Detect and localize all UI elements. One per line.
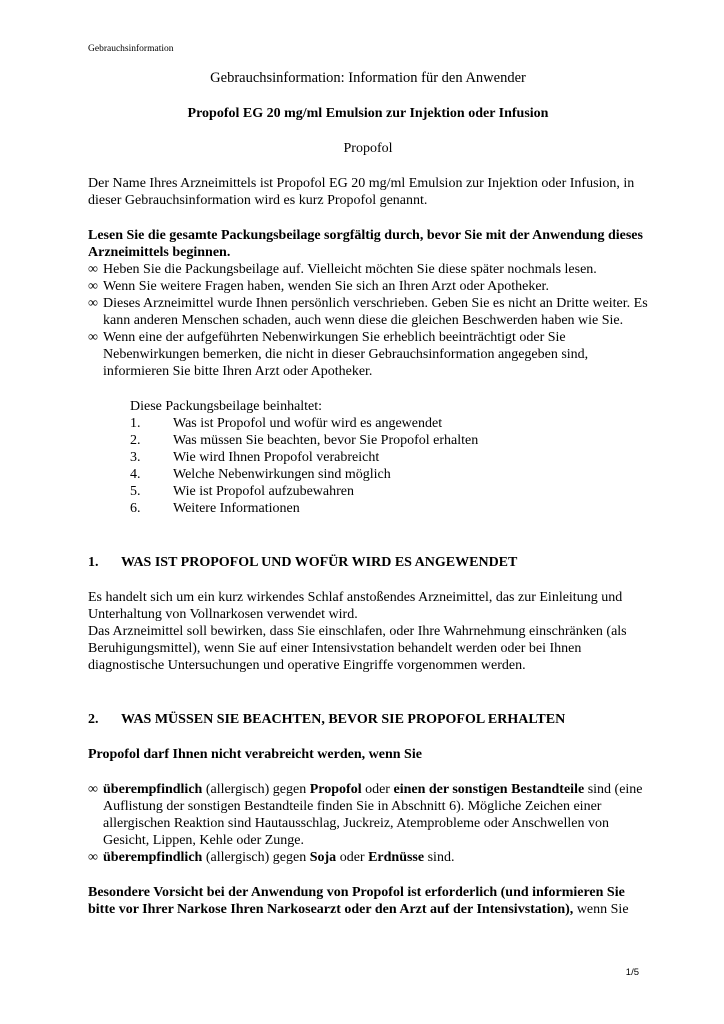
list-item: ∞ Heben Sie die Packungsbeilage auf. Vielleicht möchten Sie diese später nochmals lesen. — [88, 262, 597, 277]
section-1-paragraph: Das Arzneimittel soll bewirken, dass Sie einschlafen, oder Ihre Wahrnehmung einschränken (als Beruhigungsmittel), wenn Sie auf einer Intensivstation behandelt werden oder bei Ihnen diagnostische Untersuchungen und operative Eingriffe vorgenommen werden. — [88, 624, 627, 673]
caution-paragraph: Besondere Vorsicht bei der Anwendung von Propofol ist erforderlich (und informieren Sie bitte vor Ihrer Narkose Ihren Narkosearzt oder den Arzt auf der Intensivstation), wenn Sie — [88, 885, 629, 917]
section-1-heading: 1. WAS IST PROPOFOL UND WOFÜR WIRD ES ANGEWENDET — [88, 555, 518, 570]
page-content — [88, 66, 648, 918]
contraindication-bullets — [88, 781, 648, 866]
toc-item: 4. Welche Nebenwirkungen sind möglich — [130, 467, 391, 482]
infinity-bullet-icon: ∞ — [88, 330, 98, 345]
infinity-bullet-icon: ∞ — [88, 850, 98, 865]
toc-item: 2. Was müssen Sie beachten, bevor Sie Propofol erhalten — [130, 433, 479, 448]
section-1-paragraph: Es handelt sich um ein kurz wirkendes Schlaf anstoßendes Arzneimittel, das zur Einleitung und Unterhaltung von Vollnarkosen verwendet wird. — [88, 590, 623, 622]
section-2-heading: 2. WAS MÜSSEN SIE BEACHTEN, BEVOR SIE PROPOFOL ERHALTEN — [88, 712, 566, 727]
list-item: ∞ überempfindlich (allergisch) gegen Soja oder Erdnüsse sind. — [88, 850, 455, 865]
list-item: ∞ Wenn Sie weitere Fragen haben, wenden Sie sich an Ihren Arzt oder Apotheker. — [88, 279, 549, 294]
page-number: 1/5 — [625, 967, 639, 978]
warning-heading: Lesen Sie die gesamte Packungsbeilage sorgfältig durch, bevor Sie mit der Anwendung dieses Arzneimittels beginnen. — [88, 228, 643, 260]
infinity-bullet-icon: ∞ — [88, 296, 98, 311]
infinity-bullet-icon: ∞ — [88, 262, 98, 277]
infinity-bullet-icon: ∞ — [88, 782, 98, 797]
list-item: ∞ Dieses Arzneimittel wurde Ihnen persönlich verschrieben. Geben Sie es nicht an Dritte weiter. Es kann anderen Menschen schaden, auch wenn diese die gleichen Beschwerden haben wie Sie. — [88, 296, 648, 328]
intro-paragraph: Der Name Ihres Arzneimittels ist Propofol EG 20 mg/ml Emulsion zur Injektion oder Infusion, in dieser Gebrauchsinformation wird es kurz Propofol genannt. — [88, 176, 635, 208]
list-item: ∞ Wenn eine der aufgeführten Nebenwirkungen Sie erheblich beeinträchtigt oder Sie Nebenwirkungen bemerken, die nicht in dieser Gebrauchsinformation angegeben sind, informieren Sie bitte Ihren Arzt oder Apotheker. — [88, 330, 589, 379]
document-title: Gebrauchsinformation: Information für den Anwender — [210, 70, 526, 86]
toc-item: 3. Wie wird Ihnen Propofol verabreicht — [130, 450, 380, 465]
toc-item: 1. Was ist Propofol und wofür wird es angewendet — [130, 416, 443, 431]
toc-item: 5. Wie ist Propofol aufzubewahren — [130, 484, 354, 499]
infinity-bullet-icon: ∞ — [88, 279, 98, 294]
toc-heading: Diese Packungsbeilage beinhaltet: — [130, 399, 323, 414]
section-2-subheading: Propofol darf Ihnen nicht verabreicht werden, wenn Sie — [88, 747, 422, 762]
table-of-contents — [130, 398, 648, 517]
product-name: Propofol EG 20 mg/ml Emulsion zur Injektion oder Infusion — [187, 106, 549, 121]
active-substance: Propofol — [343, 141, 393, 156]
list-item: ∞ überempfindlich (allergisch) gegen Propofol oder einen der sonstigen Bestandteile sind (eine Auflistung der sonstigen Bestandteile finden Sie in Abschnitt 6). Mögliche Zeichen einer allergischen Reaktion sind Hautausschlag, Juckreiz, Atemprobleme oder Anschwellen von Gesicht, Lippen, Kehle oder Zunge. — [88, 782, 643, 848]
toc-item: 6. Weitere Informationen — [130, 501, 300, 516]
running-header: Gebrauchsinformation — [88, 44, 174, 54]
warning-bullets — [88, 261, 648, 380]
